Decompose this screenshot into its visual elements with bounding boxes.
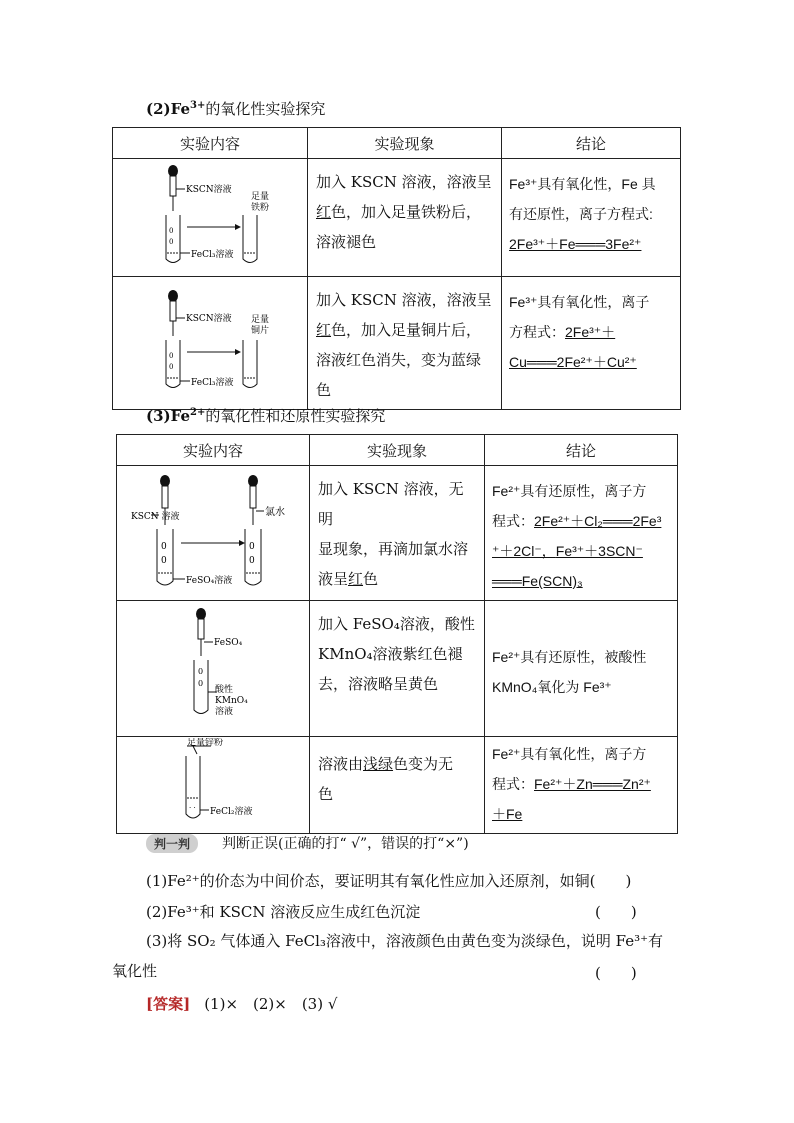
svg-text:0: 0 (169, 237, 174, 246)
conclusion-kmno4: Fe²⁺具有还原性，被酸性 KMnO₄氧化为 Fe³⁺ (485, 601, 678, 737)
phenomenon-chlorine: 加入 KSCN 溶液，无明 显现象，再滴加氯水溶 液呈红色 (310, 466, 485, 601)
reagent-label: 足量锌粉 (187, 738, 224, 748)
dropper-label: KSCN 溶液 (131, 511, 180, 522)
experiment-figure-iron (113, 159, 308, 277)
phenomenon-iron: 加入 KSCN 溶液，溶液呈 红色，加入足量铁粉后， 溶液褪色 (308, 159, 502, 277)
reagent-label: 氯水 (265, 506, 285, 518)
svg-text:0: 0 (169, 352, 174, 360)
dropper-label: FeSO₄ (214, 638, 243, 648)
answer-tag: [答案] (146, 995, 191, 1013)
conclusion-iron: Fe³⁺具有氧化性，Fe 具 有还原性，离子方程式: 2Fe³⁺＋Fe═══3Fe²⁺ (502, 159, 681, 277)
svg-text:0: 0 (249, 541, 255, 552)
judge-header (146, 833, 469, 853)
dropper-label: KSCN溶液 (186, 184, 232, 195)
judge-badge: 判一判 (146, 834, 198, 853)
reagent-label-2: 铁粉 (251, 202, 270, 213)
header-conclusion: 结论 (485, 435, 678, 466)
svg-text:0: 0 (169, 363, 174, 371)
experiment-figure-copper (113, 277, 308, 410)
reagent-label-1: 足量 (251, 315, 270, 325)
judge-instruction: 判断正误(正确的打“ √”，错误的打“×”) (222, 836, 469, 852)
answer-blank-2[interactable]: ( ) (595, 903, 637, 921)
question-2: (2)Fe³⁺和 KSCN 溶液反应生成红色沉淀 (146, 903, 421, 921)
answer-line (146, 993, 337, 1014)
phenomenon-zinc: 溶液由浅绿色变为无 色 (310, 737, 485, 834)
fe3-oxidation-table (112, 127, 681, 410)
section-3-title: $(3)Fe^{2+}$的氧化性和还原性实验探究 (146, 407, 386, 425)
reagent-label-2: 铜片 (251, 326, 270, 336)
tube-label-2: KMnO₄ (215, 696, 248, 706)
conclusion-chlorine: Fe²⁺具有还原性，离子方 程式：2Fe²⁺＋Cl₂═══2Fe³ ⁺＋2Cl⁻，Fe³⁺＋3SCN⁻ ═══Fe(SCN)₃ (485, 466, 678, 601)
section-2-title: $(2)Fe^{3+}$的氧化性实验探究 (146, 100, 326, 118)
tube-label: FeCl₂溶液 (210, 807, 253, 817)
header-content: 实验内容 (117, 435, 310, 466)
experiment-figure-chlorine (117, 466, 310, 601)
tube-label: FeSO₄溶液 (186, 575, 233, 586)
conclusion-zinc: Fe²⁺具有氧化性，离子方 程式：Fe²⁺＋Zn═══Zn²⁺ ＋Fe (485, 737, 678, 834)
tube-label-1: 酸性 (215, 685, 234, 695)
experiment-figure-kmno4 (117, 601, 310, 737)
experiment-figure-zinc (117, 737, 310, 834)
answer-text: (1)× (2)× (3) √ (204, 995, 338, 1013)
svg-text:0: 0 (198, 667, 204, 676)
reagent-label-1: 足量 (251, 191, 270, 202)
conclusion-copper: Fe³⁺具有氧化性，离子 方程式：2Fe³⁺＋ Cu═══2Fe²⁺＋Cu²⁺ (502, 277, 681, 410)
svg-text:0: 0 (169, 226, 174, 235)
svg-text:0: 0 (161, 555, 167, 566)
phenomenon-kmno4: 加入 FeSO₄溶液，酸性 KMnO₄溶液紫红色褪 去，溶液略呈黄色 (310, 601, 485, 737)
tube-label: FeCl₃溶液 (191, 249, 234, 260)
question-1: (1)Fe²⁺的价态为中间价态，要证明其有氧化性应加入还原剂，如铜( ) (146, 872, 632, 890)
phenomenon-copper: 加入 KSCN 溶液，溶液呈 红色，加入足量铜片后， 溶液红色消失，变为蓝绿 色 (308, 277, 502, 410)
header-phenomenon: 实验现象 (310, 435, 485, 466)
svg-text:0: 0 (249, 555, 255, 566)
header-conclusion: 结论 (502, 128, 681, 159)
tube-label-3: 溶液 (215, 707, 234, 717)
svg-text:· ·: · · (189, 804, 196, 812)
tube-label: FeCl₃溶液 (191, 378, 234, 388)
question-3: (3)将 SO₂ 气体通入 FeCl₃溶液中，溶液颜色由黄色变为淡绿色，说明 Fe³⁺有 氧化性 (112, 932, 664, 980)
header-phenomenon: 实验现象 (308, 128, 502, 159)
dropper-label: KSCN溶液 (186, 314, 232, 324)
answer-blank-3[interactable]: ( ) (595, 964, 637, 982)
fe2-redox-table (116, 434, 678, 834)
svg-text:0: 0 (161, 541, 167, 552)
header-content: 实验内容 (113, 128, 308, 159)
svg-text:0: 0 (198, 679, 204, 688)
